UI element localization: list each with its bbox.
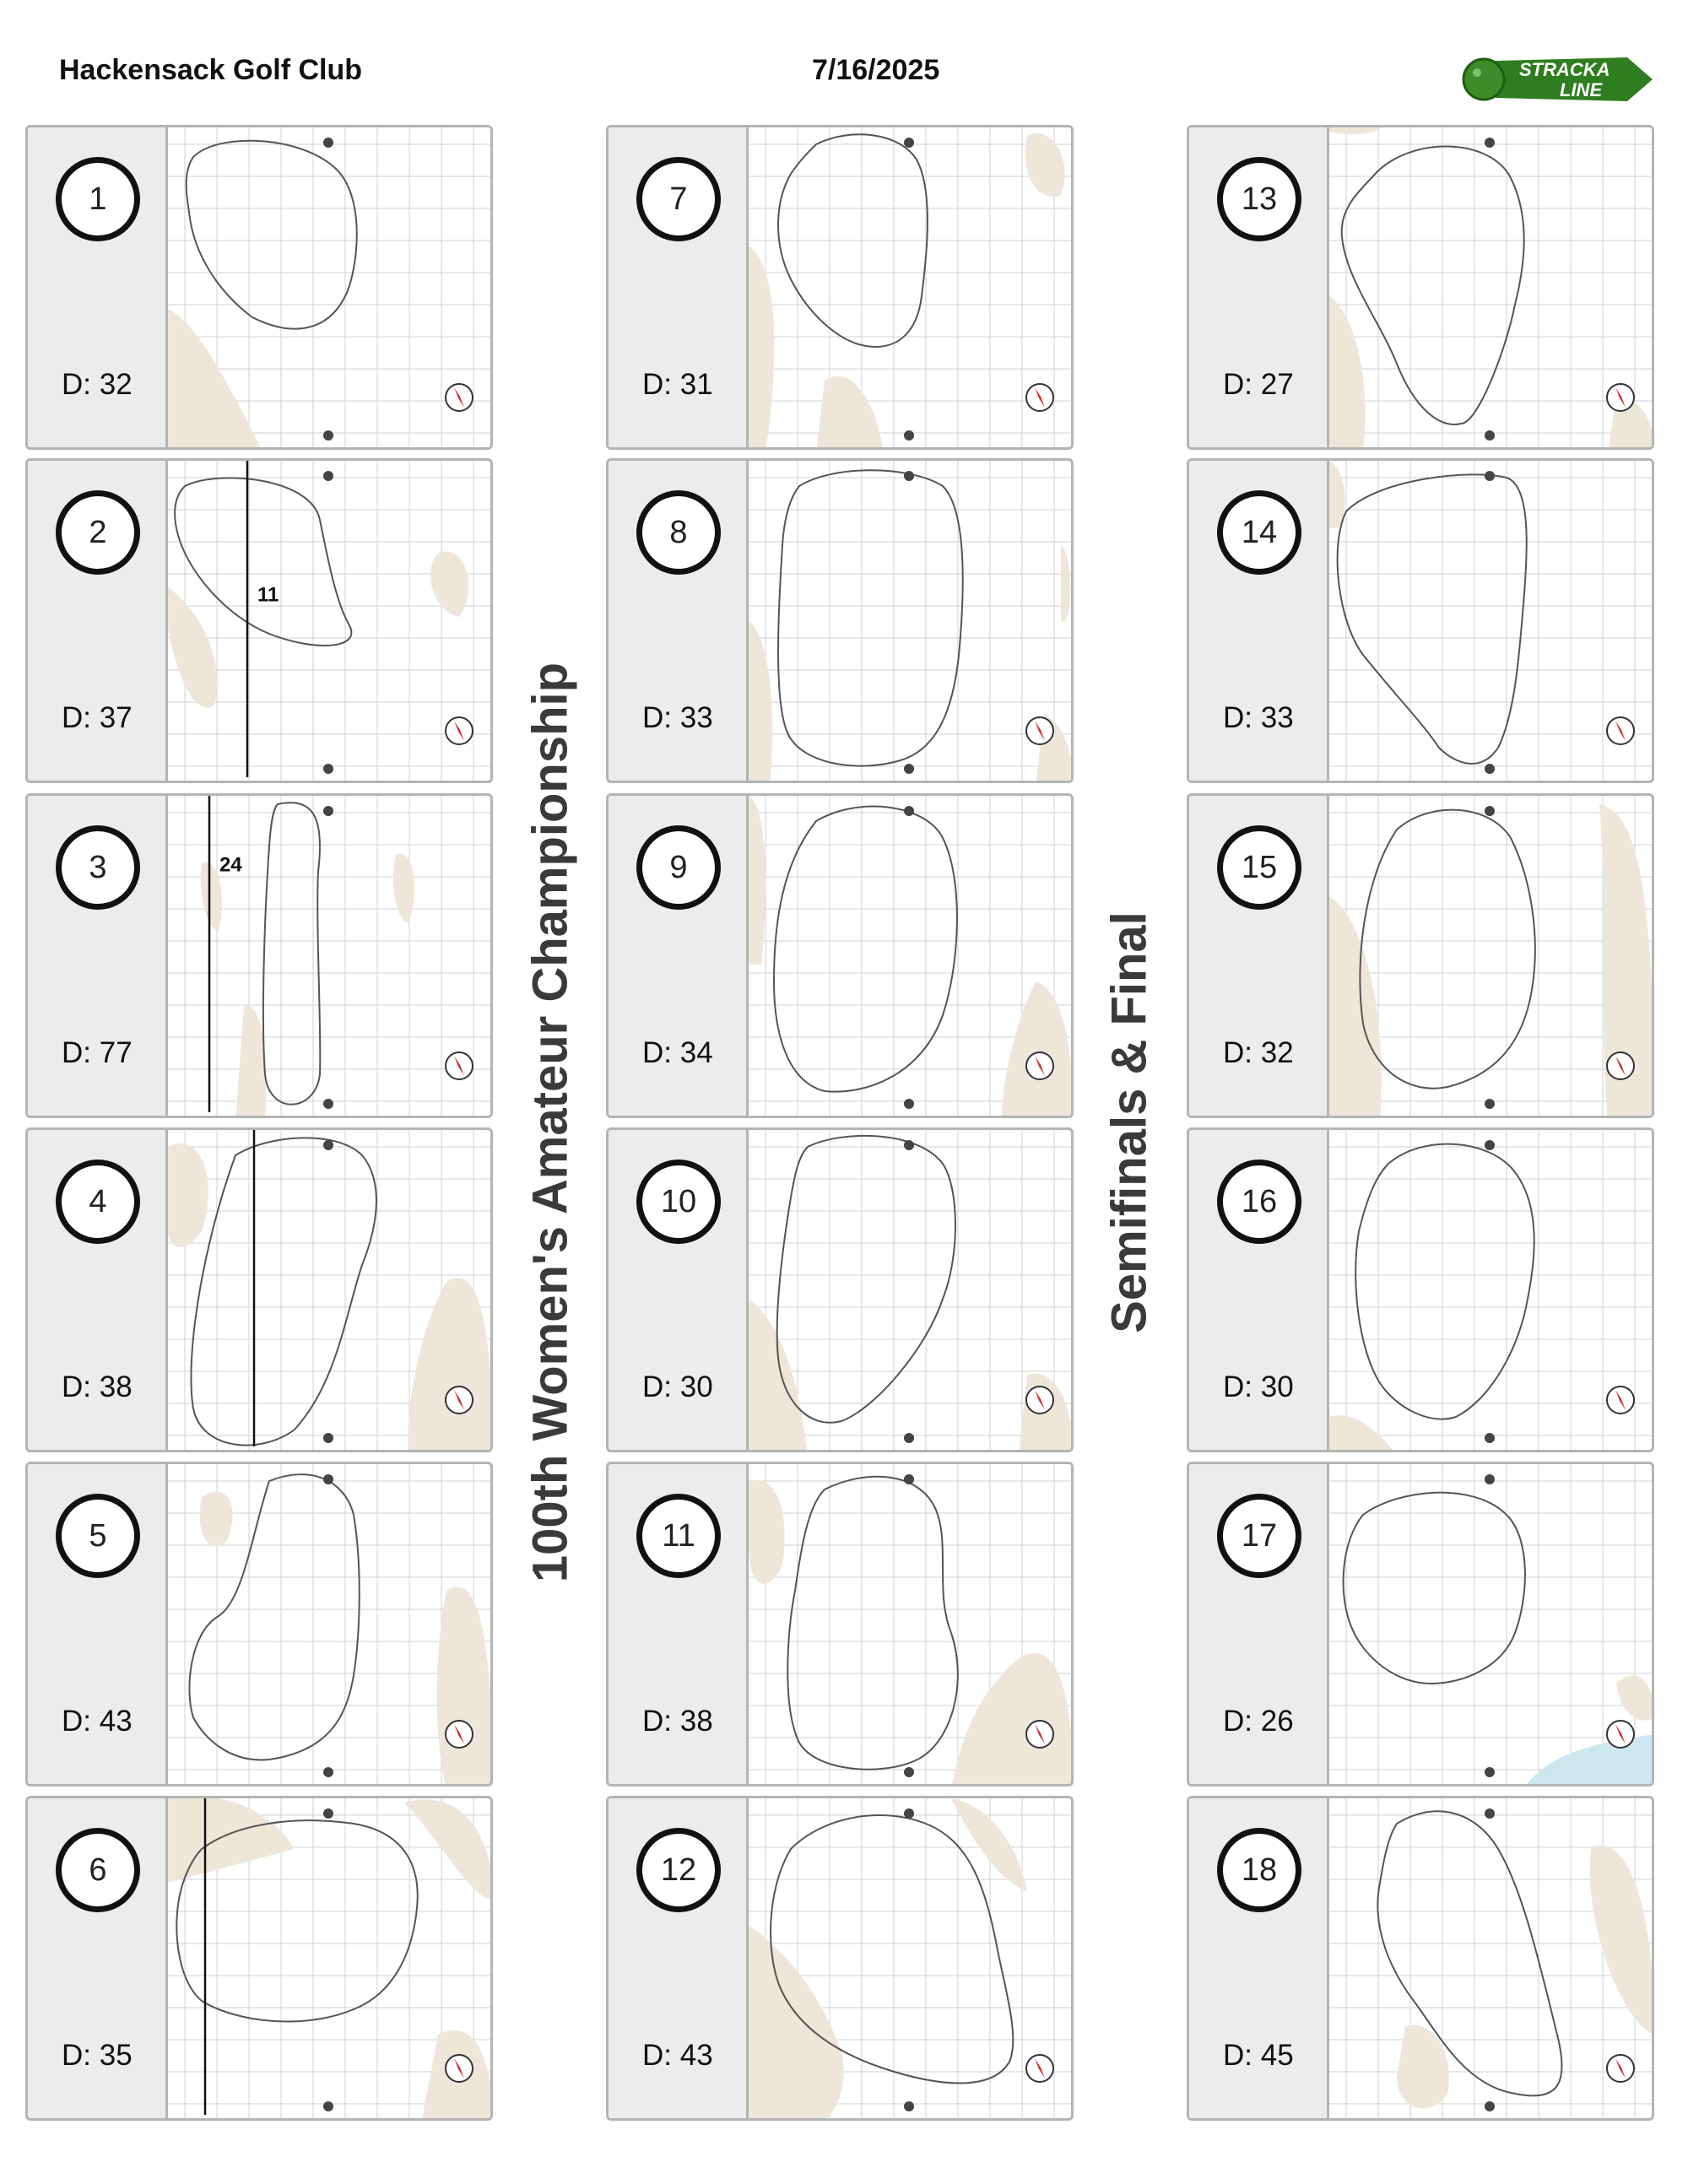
green-depth: D: 37 — [62, 701, 133, 734]
hole-number: 17 — [1217, 1494, 1301, 1578]
svg-text:LINE: LINE — [1560, 79, 1603, 100]
compass-icon — [446, 717, 473, 744]
back-marker — [323, 1140, 333, 1150]
front-marker — [1485, 2101, 1495, 2111]
front-marker — [323, 764, 333, 774]
green-depth: D: 35 — [62, 2039, 133, 2072]
green-diagram — [1329, 461, 1654, 783]
compass-icon — [446, 2055, 473, 2082]
bunker — [1329, 127, 1380, 134]
front-marker — [1485, 764, 1495, 774]
green-outline — [1355, 1144, 1534, 1419]
grid — [749, 127, 1074, 450]
green-depth: D: 77 — [62, 1036, 133, 1069]
green-outline — [263, 803, 320, 1105]
bunker — [168, 587, 217, 708]
hole-card-10 — [606, 1127, 1074, 1452]
front-distance: 11 — [257, 583, 279, 607]
green-diagram — [168, 461, 493, 783]
compass-icon — [1026, 384, 1053, 411]
front-marker — [323, 430, 333, 441]
green-depth: D: 43 — [642, 2039, 713, 2072]
bunker — [168, 1143, 208, 1247]
green-outline — [191, 1138, 376, 1445]
front-marker — [1485, 1433, 1495, 1443]
bunker — [168, 1798, 295, 1883]
front-marker — [904, 1767, 914, 1777]
back-marker — [323, 806, 333, 816]
compass-icon — [1026, 1052, 1053, 1079]
green-diagram — [168, 796, 493, 1118]
bunker — [1616, 1675, 1654, 1720]
compass-icon — [1026, 717, 1053, 744]
back-marker — [904, 1474, 914, 1484]
bunker — [430, 551, 468, 617]
green-diagram — [749, 461, 1074, 783]
bunker — [1329, 296, 1366, 450]
green-diagram — [168, 1130, 493, 1452]
back-marker — [1485, 471, 1495, 481]
front-marker — [323, 1767, 333, 1777]
hole-card-1 — [25, 125, 493, 450]
grid — [1329, 1464, 1654, 1787]
bunker — [1002, 981, 1074, 1118]
bunker — [200, 1491, 233, 1546]
front-marker — [1485, 1767, 1495, 1777]
bunker — [1329, 1415, 1397, 1452]
back-marker — [323, 1808, 333, 1819]
front-marker — [904, 430, 914, 441]
compass-icon — [1026, 1387, 1053, 1414]
green-outline — [187, 141, 357, 329]
bunker — [436, 1587, 493, 1787]
compass-icon — [1026, 2055, 1053, 2082]
hole-number: 18 — [1217, 1828, 1301, 1912]
hole-card-6 — [25, 1796, 493, 2121]
green-depth: D: 32 — [1223, 1036, 1294, 1069]
green-outline — [1338, 474, 1527, 764]
bunker — [1025, 133, 1065, 197]
hole-card-15 — [1187, 793, 1654, 1118]
hole-number: 6 — [56, 1828, 140, 1912]
hole-card-9 — [606, 793, 1074, 1118]
hole-number: 1 — [56, 157, 140, 241]
front-marker — [904, 1433, 914, 1443]
hole-number: 12 — [636, 1828, 721, 1912]
back-marker — [904, 138, 914, 148]
hole-card-8 — [606, 458, 1074, 783]
hole-card-14 — [1187, 458, 1654, 783]
compass-icon — [1026, 1721, 1053, 1748]
compass-icon — [1607, 1052, 1634, 1079]
hole-card-5 — [25, 1462, 493, 1787]
hole-card-2 — [25, 458, 493, 783]
grid — [168, 461, 493, 783]
round-title: Semifinals & Final — [1101, 911, 1157, 1333]
back-marker — [323, 138, 333, 148]
compass-icon — [1607, 1721, 1634, 1748]
back-marker — [1485, 138, 1495, 148]
grid — [1329, 461, 1654, 783]
green-depth: D: 43 — [62, 1705, 133, 1738]
hole-card-3 — [25, 793, 493, 1118]
grid — [168, 796, 493, 1118]
bunker — [1590, 1846, 1654, 2035]
front-marker — [904, 764, 914, 774]
club-name: Hackensack Golf Club — [59, 54, 363, 86]
bunker — [749, 621, 772, 783]
hole-number: 14 — [1217, 490, 1301, 575]
bunker — [749, 1479, 785, 1583]
green-depth: D: 32 — [62, 368, 133, 401]
compass-icon — [446, 1052, 473, 1079]
back-marker — [1485, 1474, 1495, 1484]
grid — [749, 461, 1074, 783]
hole-number: 5 — [56, 1494, 140, 1578]
green-diagram — [749, 796, 1074, 1118]
hole-card-12 — [606, 1796, 1074, 2121]
front-marker — [323, 1433, 333, 1443]
front-marker — [1485, 430, 1495, 441]
green-depth: D: 34 — [642, 1036, 713, 1069]
back-marker — [904, 806, 914, 816]
bunker — [951, 1798, 1027, 1891]
front-marker — [904, 1099, 914, 1109]
hole-number: 7 — [636, 157, 721, 241]
hole-number: 2 — [56, 490, 140, 575]
hole-number: 10 — [636, 1160, 721, 1244]
hole-number: 3 — [56, 825, 140, 910]
green-outline — [1342, 147, 1524, 424]
green-diagram — [168, 1798, 493, 2121]
bunker — [749, 796, 766, 965]
back-marker — [323, 471, 333, 481]
hole-number: 4 — [56, 1160, 140, 1244]
green-depth: D: 26 — [1223, 1705, 1294, 1738]
front-marker — [1485, 1099, 1495, 1109]
back-marker — [1485, 1808, 1495, 1819]
grid — [1329, 127, 1654, 450]
svg-text:STRACKA: STRACKA — [1519, 59, 1610, 80]
back-marker — [904, 1808, 914, 1819]
back-marker — [904, 1140, 914, 1150]
green-diagram — [1329, 1464, 1654, 1787]
bunker — [235, 1006, 266, 1118]
bunker — [393, 854, 414, 922]
green-outline — [175, 478, 351, 646]
green-diagram — [1329, 1798, 1654, 2121]
green-diagram — [749, 1464, 1074, 1787]
compass-icon — [446, 1721, 473, 1748]
front-marker — [904, 2101, 914, 2111]
compass-icon — [1607, 1387, 1634, 1414]
green-diagram — [1329, 127, 1654, 450]
hole-number: 9 — [636, 825, 721, 910]
compass-icon — [1607, 717, 1634, 744]
green-outline — [787, 1477, 958, 1770]
green-diagram — [168, 127, 493, 450]
strackaline-logo — [1460, 49, 1654, 108]
green-depth: D: 31 — [642, 368, 713, 401]
green-outline — [774, 807, 957, 1092]
green-diagram — [1329, 796, 1654, 1118]
compass-icon — [1607, 2055, 1634, 2082]
green-depth: D: 30 — [1223, 1370, 1294, 1403]
bunker — [1329, 897, 1382, 1118]
compass-icon — [446, 384, 473, 411]
bunker — [1397, 2025, 1449, 2108]
green-diagram — [749, 127, 1074, 450]
bunker — [408, 1278, 493, 1452]
hole-card-4 — [25, 1127, 493, 1452]
green-outline — [778, 470, 963, 765]
championship-title: 100th Women's Amateur Championship — [522, 662, 578, 1583]
green-depth: D: 27 — [1223, 368, 1294, 401]
green-depth: D: 45 — [1223, 2039, 1294, 2072]
hole-number: 16 — [1217, 1160, 1301, 1244]
hole-card-18 — [1187, 1796, 1654, 2121]
front-marker — [323, 1099, 333, 1109]
green-diagram — [749, 1130, 1074, 1452]
hole-number: 13 — [1217, 157, 1301, 241]
event-date: 7/16/2025 — [812, 54, 940, 86]
hole-number: 15 — [1217, 825, 1301, 910]
compass-icon — [446, 1387, 473, 1414]
water-hazard — [1523, 1734, 1654, 1787]
hole-card-7 — [606, 125, 1074, 450]
hole-card-13 — [1187, 125, 1654, 450]
green-diagram — [1329, 1130, 1654, 1452]
back-marker — [323, 1474, 333, 1484]
green-diagram — [749, 1798, 1074, 2121]
green-diagram — [168, 1464, 493, 1787]
bunker — [168, 309, 261, 450]
bunker — [749, 246, 774, 450]
green-outline — [1344, 1493, 1525, 1684]
hole-card-11 — [606, 1462, 1074, 1787]
hole-number: 8 — [636, 490, 721, 575]
bunker — [749, 1299, 808, 1452]
green-depth: D: 33 — [1223, 701, 1294, 734]
back-marker — [1485, 806, 1495, 816]
back-marker — [1485, 1140, 1495, 1150]
green-depth: D: 38 — [62, 1370, 133, 1403]
green-depth: D: 38 — [642, 1705, 713, 1738]
hole-card-17 — [1187, 1462, 1654, 1787]
hole-card-16 — [1187, 1127, 1654, 1452]
bunker — [1061, 545, 1070, 622]
green-outline — [1360, 810, 1534, 1089]
bunker — [816, 376, 884, 450]
hole-number: 11 — [636, 1494, 721, 1578]
compass-icon — [1607, 384, 1634, 411]
green-depth: D: 33 — [642, 701, 713, 734]
green-depth: D: 30 — [642, 1370, 713, 1403]
back-marker — [904, 471, 914, 481]
front-distance: 24 — [219, 853, 242, 877]
front-marker — [323, 2101, 333, 2111]
